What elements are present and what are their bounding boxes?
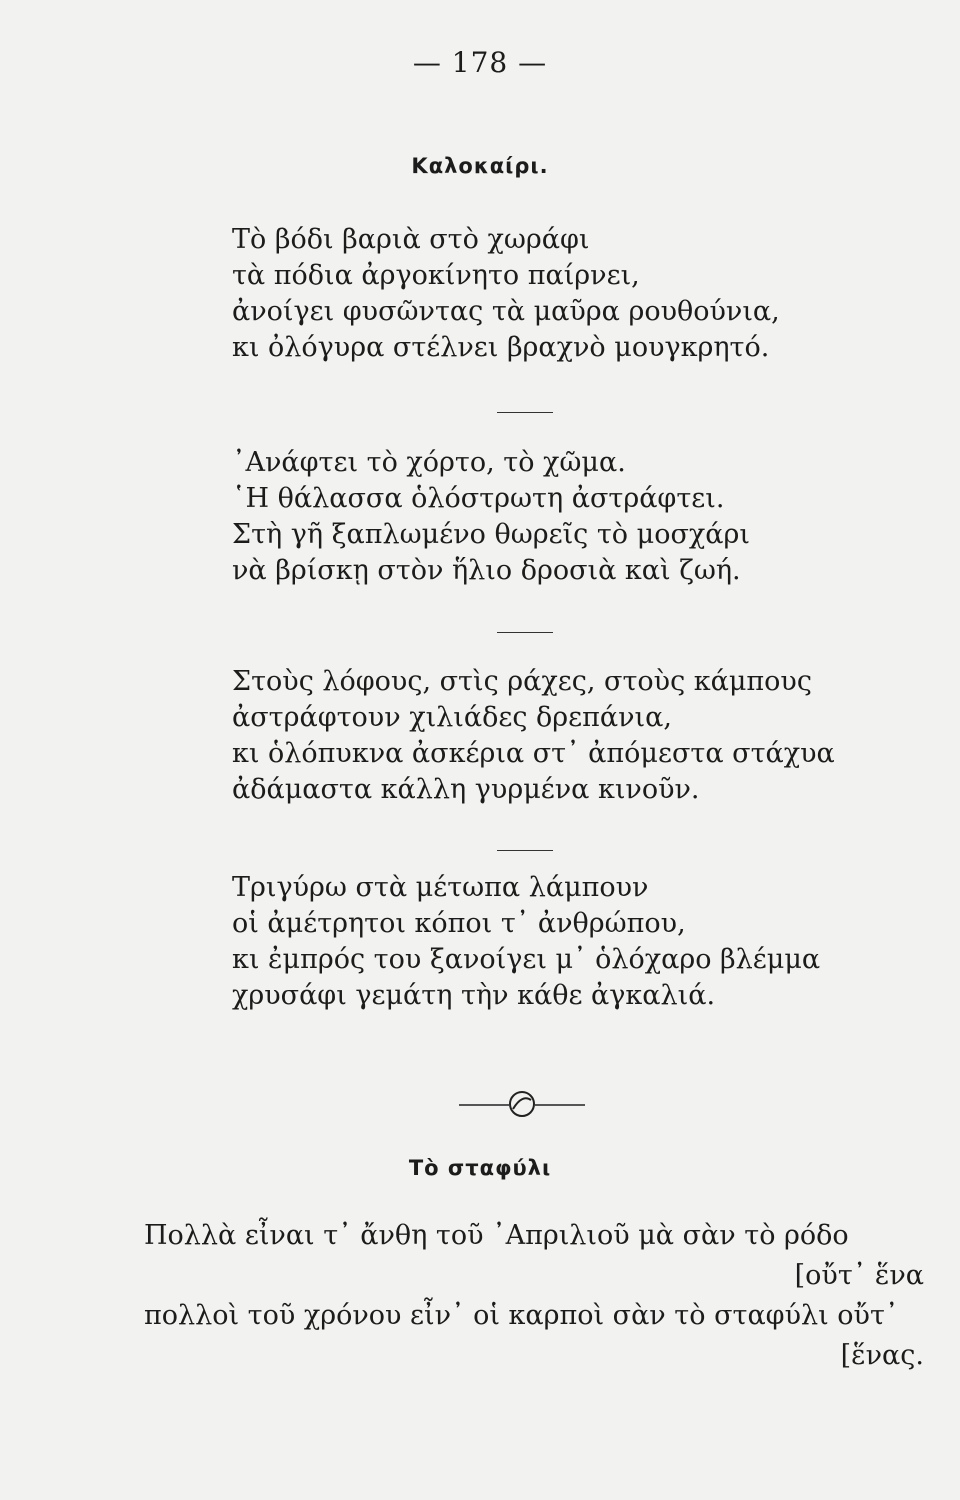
verse-line: κι ἐμπρός του ξανοίγει μ᾽ ὁλόχαρο βλέμμα: [232, 944, 821, 975]
poem-title-grape: Τὸ σταφύλι: [408, 1156, 552, 1180]
verse-line: τὰ πόδια ἀργοκίνητο παίρνει,: [232, 260, 640, 291]
verse-line: χρυσάφι γεμάτη τὴν κάθε ἀγκαλιά.: [232, 980, 716, 1011]
verse-line: Τριγύρω στὰ μέτωπα λάμπουν: [232, 872, 649, 903]
verse-line: κι ὀλόγυρα στέλνει βραχνὸ μουγκρητό.: [232, 332, 770, 363]
stanza-divider: [497, 412, 553, 413]
page-number: — 178 —: [412, 46, 548, 79]
verse-line: ἀστράφτουν χιλιάδες δρεπάνια,: [232, 702, 672, 733]
verse-line: ῾Η θάλασσα ὁλόστρωτη ἀστράφτει.: [232, 483, 725, 514]
verse-line: ἀδάμαστα κάλλη γυρμένα κινοῦν.: [232, 774, 700, 805]
poem-title-summer: Καλοκαίρι.: [411, 154, 549, 178]
verse-line: κι ὁλόπυκνα ἀσκέρια στ᾽ ἀπόμεστα στάχυα: [232, 738, 835, 769]
stanza-2: [232, 445, 750, 589]
stanza-1: [232, 222, 780, 366]
prose-line: Πολλὰ εἶναι τ᾽ ἄνθη τοῦ ᾽Απριλιοῦ μὰ σὰν τὸ ρόδο: [144, 1220, 849, 1251]
verse-line: Στοὺς λόφους, στὶς ράχες, στοὺς κάμπους: [232, 666, 812, 697]
verse-line: ἀνοίγει φυσῶντας τὰ μαῦρα ρουθούνια,: [232, 296, 780, 327]
verse-line: νὰ βρίσκῃ στὸν ἥλιο δροσιὰ καὶ ζωή.: [232, 555, 741, 586]
stanza-divider: [497, 850, 553, 851]
prose-line-continuation: [ἕνας.: [840, 1340, 924, 1371]
stanza-3: [232, 664, 835, 808]
stanza-4: [232, 870, 820, 1014]
prose-line: πολλοὶ τοῦ χρόνου εἶν᾽ οἱ καρποὶ σὰν τὸ σταφύλι οὔτ᾽: [144, 1300, 899, 1331]
verse-line: Τὸ βόδι βαριὰ στὸ χωράφι: [232, 224, 590, 255]
ornament-divider-icon: [447, 1090, 597, 1120]
verse-line: ᾽Ανάφτει τὸ χόρτο, τὸ χῶμα.: [232, 447, 626, 478]
verse-line: οἱ ἀμέτρητοι κόποι τ᾽ ἀνθρώπου,: [232, 908, 686, 939]
prose-line-continuation: [οὔτ᾽ ἕνα: [794, 1260, 924, 1291]
verse-line: Στὴ γῆ ξαπλωμένο θωρεῖς τὸ μοσχάρι: [232, 519, 750, 550]
prose-poem: [144, 1216, 924, 1376]
stanza-divider: [497, 632, 553, 633]
